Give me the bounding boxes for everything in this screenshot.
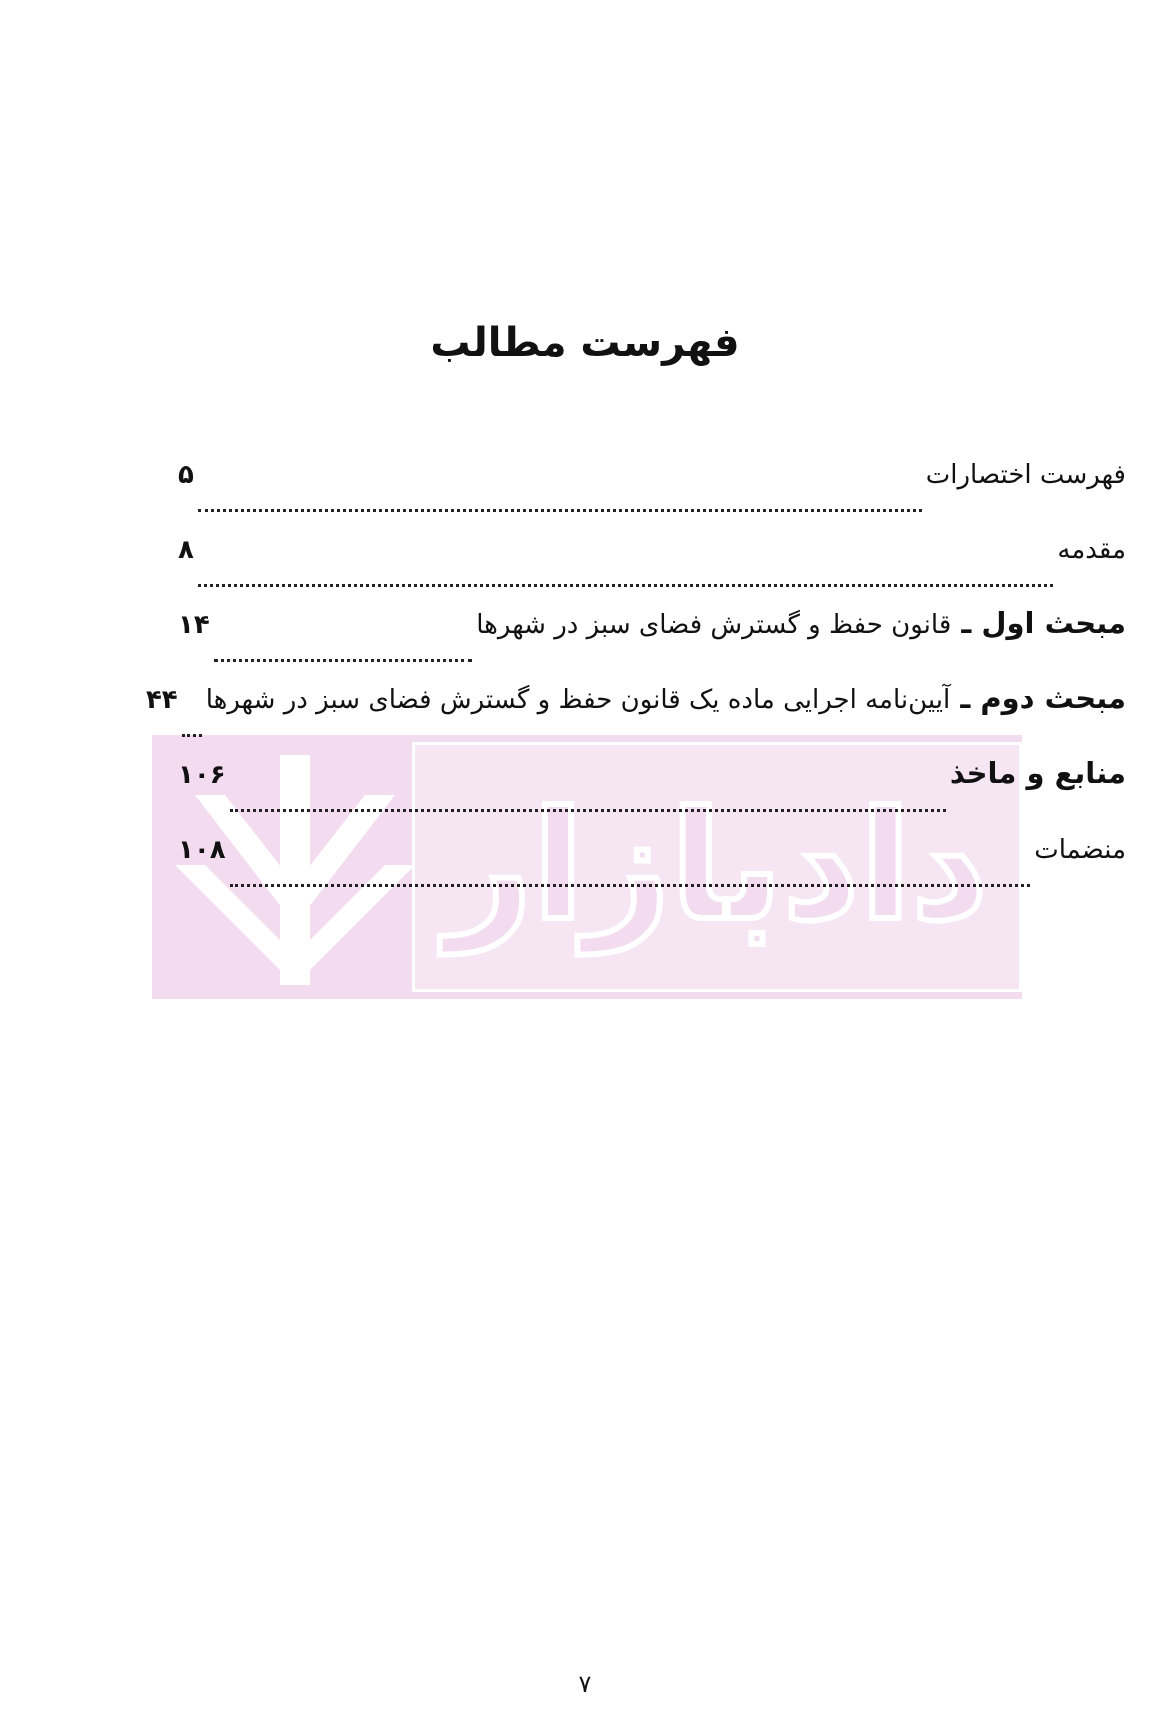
dot-leader bbox=[182, 733, 202, 737]
toc-row[interactable] bbox=[178, 598, 1126, 673]
toc-row[interactable] bbox=[178, 523, 1126, 598]
toc-entry-label: مبحث اول ـ قانون حفظ و گسترش فضای سبز در شهرها bbox=[476, 606, 1126, 640]
dot-leader bbox=[214, 658, 472, 662]
table-of-contents bbox=[145, 448, 1126, 898]
toc-entry-label: منضمات bbox=[1034, 835, 1126, 865]
toc-page-number: ۵ bbox=[178, 460, 194, 490]
toc-row[interactable] bbox=[178, 823, 1126, 898]
page-title: فهرست مطالب bbox=[430, 320, 740, 366]
toc-row[interactable] bbox=[178, 448, 1126, 523]
toc-page-number: ۱۰۸ bbox=[178, 835, 226, 865]
watermark-text: دادبازار bbox=[445, 780, 989, 954]
toc-page-number: ۱۰۶ bbox=[178, 760, 226, 790]
toc-row[interactable] bbox=[145, 673, 1126, 748]
toc-entry-label: مبحث دوم ـ آیین‌نامه اجرایی ماده یک قانون حفظ و گسترش فضای سبز در شهرها bbox=[205, 681, 1126, 715]
page-number: ۷ bbox=[578, 1670, 592, 1698]
toc-page-number: ۱۴ bbox=[178, 610, 210, 640]
toc-page-number: ۴۴ bbox=[145, 685, 178, 715]
dot-leader bbox=[198, 508, 922, 512]
toc-entry-label: مقدمه bbox=[1057, 535, 1126, 565]
dot-leader bbox=[230, 808, 946, 812]
dot-leader bbox=[198, 583, 1054, 587]
dot-leader bbox=[230, 883, 1031, 887]
toc-entry-label: منابع و ماخذ bbox=[949, 756, 1126, 790]
toc-page-number: ۸ bbox=[178, 535, 194, 565]
toc-row[interactable] bbox=[178, 748, 1126, 823]
toc-entry-label: فهرست اختصارات bbox=[925, 460, 1126, 490]
